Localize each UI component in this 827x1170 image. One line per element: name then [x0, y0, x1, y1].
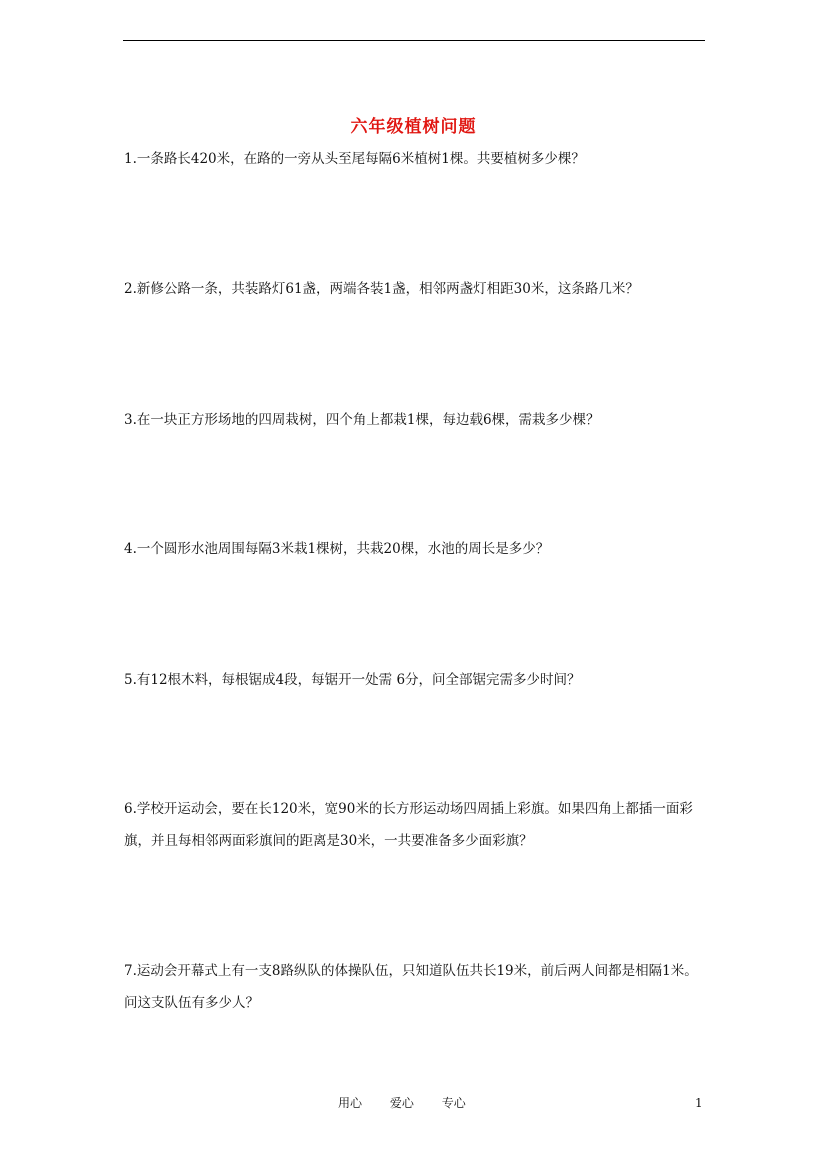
question-4: 4.一个圆形水池周围每隔3米栽1棵树，共栽20棵，水池的周长是多少？: [124, 541, 550, 557]
question-1: 1.一条路长420米，在路的一旁从头至尾每隔6米植树1棵。共要植树多少棵？: [124, 151, 585, 167]
header-rule: [123, 40, 705, 41]
footer-motto-item: 爱心: [389, 1096, 414, 1110]
question-7: 7.运动会开幕式上有一支8路纵队的体操队伍，只知道队伍共长19米，前后两人间都是相隔1米。问这支队伍有多少人？: [124, 963, 698, 1011]
footer-motto-item: 用心: [338, 1096, 363, 1110]
footer-motto-item: 专心: [441, 1096, 466, 1110]
document-title: 六年级植树问题: [350, 117, 477, 137]
question-3: 3.在一块正方形场地的四周栽树，四个角上都栽1棵，每边载6棵，需栽多少棵？: [124, 412, 600, 428]
question-2: 2.新修公路一条，共装路灯61盏，两端各装1盏，相邻两盏灯相距30米，这条路几米？: [124, 281, 639, 297]
question-5: 5.有12根木料，每根锯成4段，每锯开一处需 6分，问全部锯完需多少时间？: [124, 672, 581, 688]
page-number: 1: [695, 1096, 703, 1110]
footer-motto: [338, 1094, 490, 1111]
question-6: 6.学校开运动会，要在长120米，宽90米的长方形运动场四周插上彩旗。如果四角上都插一面彩旗，并且每相邻两面彩旗间的距离是30米，一共要准备多少面彩旗？: [124, 801, 693, 849]
